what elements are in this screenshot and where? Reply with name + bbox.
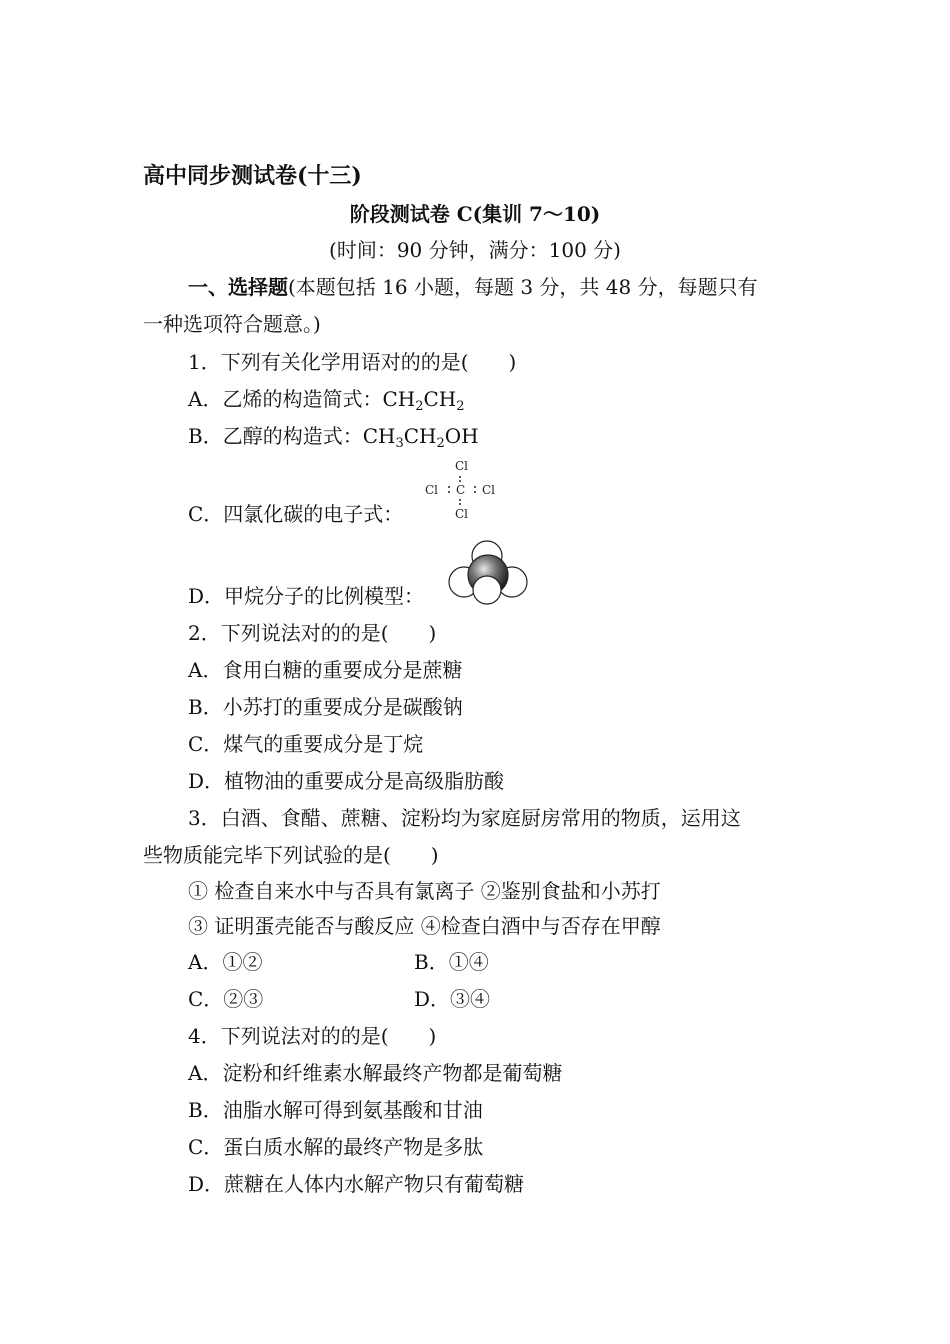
ccl4-electron-formula-icon [424, 456, 504, 526]
page-title: 高中同步测试卷(十三) [143, 163, 362, 189]
q3-stem-cont: 些物质能完毕下列试验的是( ) [143, 843, 439, 867]
q2-stem: 2．下列说法对的的是( ) [188, 621, 437, 645]
q3-items-2: ③ 证明蛋壳能否与酸反应 ④检查白酒中与否存在甲醇 [188, 914, 661, 938]
section-description-cont: 一种选项符合题意。) [143, 312, 321, 336]
q2-option-b: B．小苏打的重要成分是碳酸钠 [188, 695, 463, 719]
q4-option-c: C．蛋白质水解的最终产物是多肽 [188, 1135, 484, 1159]
q4-option-d: D．蔗糖在人体内水解产物只有葡萄糖 [188, 1172, 525, 1196]
section-heading: 一、选择题 [188, 275, 288, 299]
section-line [188, 273, 758, 301]
q1-option-b [188, 422, 479, 450]
exam-meta: (时间：90 分钟，满分：100 分) [329, 238, 621, 262]
ethylene-formula: $CH_2CH_2$ [382, 387, 465, 414]
page-subtitle: 阶段测试卷 C(集训 7～10) [349, 202, 601, 226]
methane-space-filling-model-icon [448, 540, 530, 606]
lewis-c: C [456, 483, 466, 497]
q1-option-a-text: A．乙烯的构造简式： [188, 387, 383, 411]
q1-stem: 1．下列有关化学用语对的的是( ) [188, 350, 517, 374]
q3-stem: 3．白酒、食醋、蔗糖、淀粉均为家庭厨房常用的物质，运用这 [188, 806, 741, 830]
q4-stem: 4．下列说法对的的是( ) [188, 1024, 437, 1048]
q2-option-d: D．植物油的重要成分是高级脂肪酸 [188, 769, 505, 793]
q4-option-b: B．油脂水解可得到氨基酸和甘油 [188, 1098, 483, 1122]
q1-option-b-text: B．乙醇的构造式： [188, 424, 363, 448]
q3-items-1: ① 检查自来水中与否具有氯离子 ②鉴别食盐和小苏打 [188, 879, 661, 903]
lewis-cl-right: Cl [482, 483, 496, 497]
q1-option-d: D．甲烷分子的比例模型： [188, 584, 425, 608]
q4-option-a: A．淀粉和纤维素水解最终产物都是葡萄糖 [188, 1061, 563, 1085]
q3-option-c: C．②③ [188, 987, 264, 1011]
q3-option-b: B．①④ [414, 950, 489, 974]
q2-option-a: A．食用白糖的重要成分是蔗糖 [188, 658, 463, 682]
lewis-cl-top: Cl [455, 459, 469, 473]
q2-option-c: C．煤气的重要成分是丁烷 [188, 732, 424, 756]
q3-option-d: D．③④ [414, 987, 491, 1011]
ethanol-formula: $CH_3CH_2OH$ [362, 424, 479, 451]
lewis-cl-bottom: Cl [455, 507, 469, 521]
q3-option-a: A．①② [188, 950, 263, 974]
lewis-cl-left: Cl [425, 483, 439, 497]
section-description: (本题包括 16 小题，每题 3 分，共 48 分，每题只有 [288, 275, 758, 299]
q1-option-c: C．四氯化碳的电子式： [188, 502, 404, 526]
q1-option-a [188, 385, 465, 413]
